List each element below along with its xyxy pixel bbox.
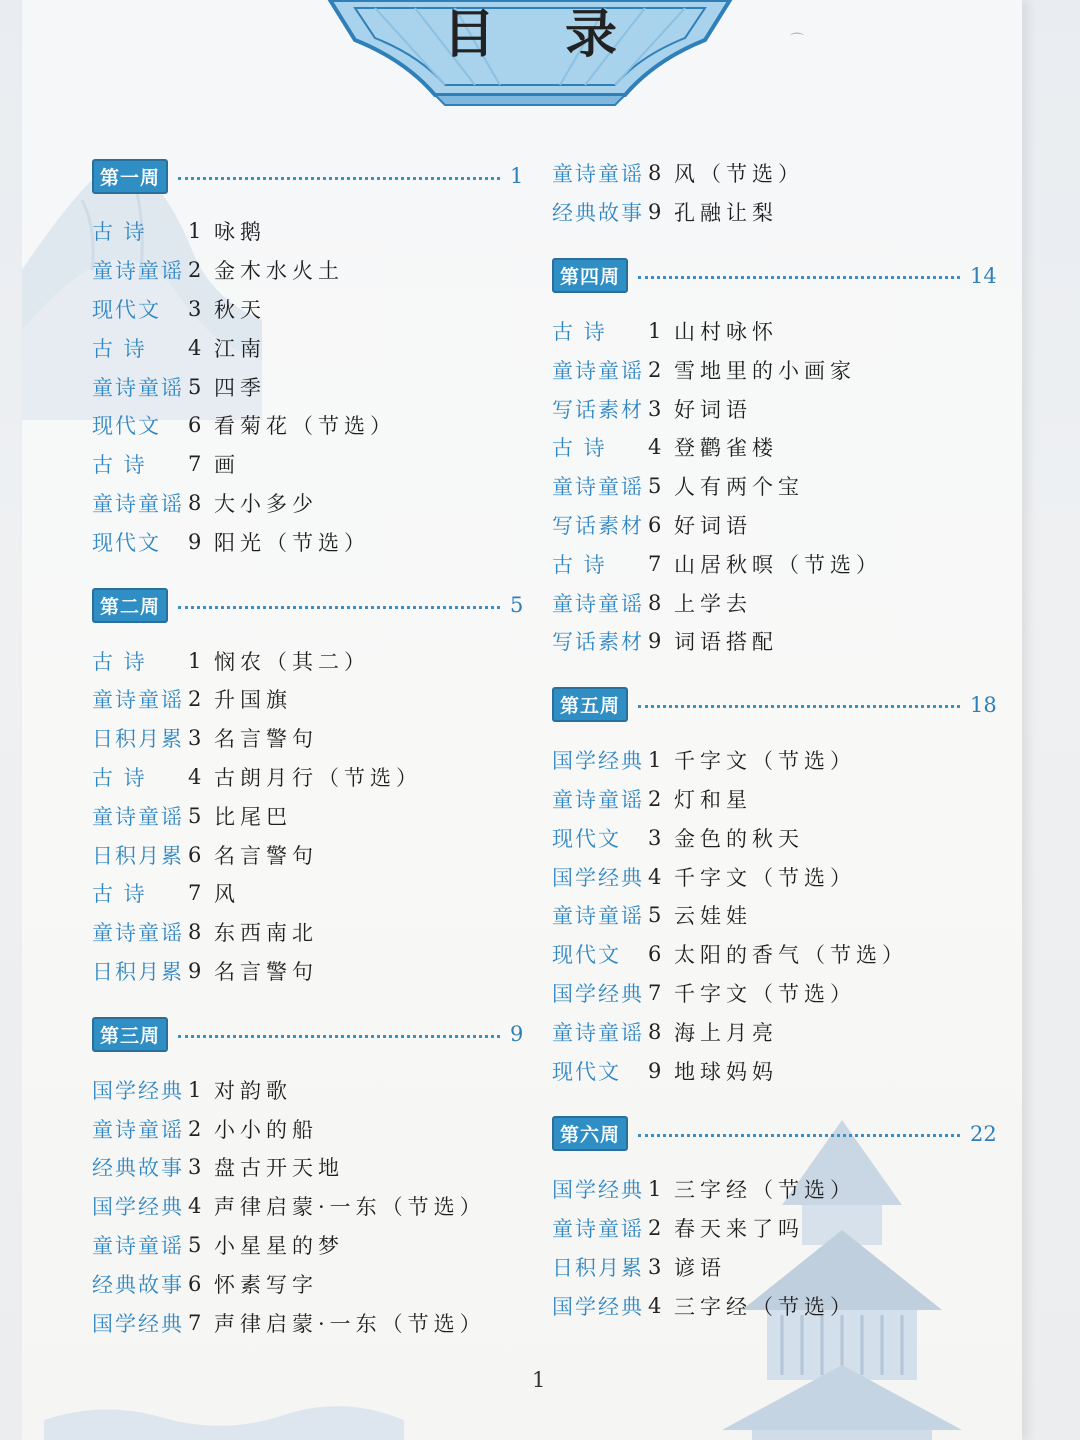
entry-title: 小星星的梦	[214, 1233, 344, 1258]
entry-number: 4	[648, 435, 662, 460]
entry-title: 灯和星	[674, 787, 752, 812]
entry-title: 秋天	[214, 297, 266, 322]
toc-entry[interactable]	[552, 350, 992, 389]
entry-title: 东西南北	[214, 921, 318, 946]
entry-title: 阳光（节选）	[214, 530, 370, 555]
entry-number: 4	[188, 764, 202, 789]
week-header[interactable]	[92, 154, 532, 198]
entry-title: 山村咏怀	[674, 319, 778, 344]
entry-number: 9	[188, 529, 202, 554]
toc-entry[interactable]	[92, 796, 532, 835]
toc-entry[interactable]	[92, 758, 532, 797]
toc-entry[interactable]	[552, 780, 992, 819]
toc-entry[interactable]	[552, 974, 992, 1013]
entry-title: 悯农（其二）	[214, 649, 370, 674]
entry-title: 千字文（节选）	[674, 981, 856, 1006]
entry-category: 古 诗	[92, 220, 147, 245]
entry-number: 6	[188, 413, 202, 438]
toc-entry[interactable]	[92, 719, 532, 758]
toc-entry[interactable]	[92, 445, 532, 484]
entry-category: 经典故事	[92, 1272, 184, 1297]
entry-title: 升国旗	[214, 688, 292, 713]
toc-entry[interactable]	[92, 290, 532, 329]
week-page-number: 22	[970, 1121, 997, 1146]
bird-icon: ⌒	[790, 33, 804, 49]
entry-category: 现代文	[92, 297, 161, 322]
entry-title: 对韵歌	[214, 1078, 292, 1103]
entry-number: 8	[188, 490, 202, 515]
entry-title: 声律启蒙·一东（节选）	[214, 1311, 486, 1336]
entry-number: 3	[188, 1155, 202, 1180]
entry-number: 7	[648, 551, 662, 576]
entry-number: 6	[648, 512, 662, 537]
entry-number: 6	[188, 1271, 202, 1296]
entry-category: 写话素材	[552, 513, 644, 538]
entry-title: 江南	[214, 336, 266, 361]
entry-title: 小小的船	[214, 1117, 318, 1142]
leader-dots	[178, 177, 500, 180]
week-entries	[552, 1170, 992, 1325]
entry-title: 千字文（节选）	[674, 865, 856, 890]
entry-category: 现代文	[552, 826, 621, 851]
week-entries	[552, 741, 992, 1090]
toc-entry[interactable]	[92, 874, 532, 913]
entry-category: 古 诗	[552, 319, 607, 344]
toc-entry[interactable]	[92, 367, 532, 406]
entry-category: 古 诗	[92, 882, 147, 907]
entry-number: 8	[648, 590, 662, 615]
toc-entry[interactable]	[92, 1187, 532, 1226]
entry-title: 声律启蒙·一东（节选）	[214, 1195, 486, 1220]
entry-number: 5	[648, 474, 662, 499]
entry-category: 日积月累	[92, 843, 184, 868]
entry-number: 5	[648, 903, 662, 928]
toc-entry[interactable]	[552, 1170, 992, 1209]
entry-title: 上学去	[674, 591, 752, 616]
entry-category: 童诗童谣	[92, 688, 184, 713]
entry-title: 盘古开天地	[214, 1156, 344, 1181]
entry-title: 登鹳雀楼	[674, 436, 778, 461]
toc-entry[interactable]	[92, 835, 532, 874]
toc-entry[interactable]	[552, 622, 992, 661]
entry-number: 7	[188, 881, 202, 906]
toc-entry[interactable]	[92, 1264, 532, 1303]
entry-number: 1	[188, 648, 202, 673]
week-page-number: 9	[510, 1022, 524, 1047]
entry-title: 人有两个宝	[674, 475, 804, 500]
entry-category: 童诗童谣	[552, 904, 644, 929]
leader-dots	[638, 705, 960, 708]
week-header[interactable]	[552, 1112, 997, 1156]
toc-entry[interactable]	[552, 467, 992, 506]
toc-entry[interactable]	[92, 1303, 532, 1342]
entry-title: 三字经（节选）	[674, 1178, 856, 1203]
entry-number: 5	[188, 374, 202, 399]
entry-title: 风（节选）	[674, 162, 804, 187]
entry-category: 童诗童谣	[552, 591, 644, 616]
entry-title: 金木水火土	[214, 259, 344, 284]
week-header[interactable]	[92, 1012, 532, 1056]
entry-number: 6	[188, 842, 202, 867]
entry-category: 童诗童谣	[92, 375, 184, 400]
week-entries	[92, 212, 532, 561]
entry-title: 名言警句	[214, 727, 318, 752]
entry-number: 2	[188, 687, 202, 712]
entry-number: 7	[188, 1310, 202, 1335]
week-page-number: 14	[970, 263, 997, 288]
entry-category: 日积月累	[552, 1255, 644, 1280]
toc-entry[interactable]	[92, 522, 532, 561]
entry-category: 古 诗	[92, 336, 147, 361]
entry-number: 9	[648, 629, 662, 654]
entry-category: 古 诗	[92, 649, 147, 674]
entry-number: 2	[188, 258, 202, 283]
entry-number: 1	[188, 1077, 202, 1102]
entry-title: 画	[214, 453, 240, 478]
entry-title: 千字文（节选）	[674, 749, 856, 774]
toc-entry[interactable]	[552, 1286, 992, 1325]
entry-category: 古 诗	[552, 552, 607, 577]
entry-category: 国学经典	[552, 1178, 644, 1203]
entry-title: 三字经（节选）	[674, 1294, 856, 1319]
toc-entry[interactable]	[92, 913, 532, 952]
entry-number: 4	[648, 864, 662, 889]
entry-category: 国学经典	[552, 865, 644, 890]
week-page-number: 1	[510, 164, 524, 188]
entry-number: 2	[648, 357, 662, 382]
week-page-number: 18	[970, 692, 997, 717]
week-label: 第六周	[552, 1116, 628, 1151]
entry-title: 云娃娃	[674, 904, 752, 929]
entry-number: 4	[648, 1293, 662, 1318]
toc-entry[interactable]	[552, 818, 992, 857]
entry-title: 春天来了吗	[674, 1217, 804, 1242]
entry-number: 1	[648, 1177, 662, 1202]
entry-number: 1	[188, 219, 202, 244]
week-label: 第四周	[552, 258, 628, 293]
entry-title: 海上月亮	[674, 1020, 778, 1045]
toc-entry[interactable]	[552, 896, 992, 935]
page-number: 1	[532, 1368, 546, 1392]
entry-category: 写话素材	[552, 397, 644, 422]
entry-number: 3	[648, 396, 662, 421]
entry-title: 词语搭配	[674, 630, 778, 655]
week-entries	[92, 641, 532, 990]
toc-entry[interactable]	[92, 212, 532, 251]
toc-entry[interactable]	[552, 583, 992, 622]
leader-dots	[178, 606, 500, 609]
week-label: 第五周	[552, 687, 628, 722]
entry-category: 童诗童谣	[552, 162, 644, 187]
toc-entry[interactable]	[92, 328, 532, 367]
entry-number: 9	[188, 958, 202, 983]
entry-category: 古 诗	[92, 765, 147, 790]
toc-column-right	[552, 154, 997, 1325]
toc-entry[interactable]	[552, 1248, 992, 1287]
leader-dots	[178, 1035, 500, 1038]
entry-category: 童诗童谣	[92, 804, 184, 829]
toc-entry[interactable]	[92, 680, 532, 719]
entry-number: 3	[188, 726, 202, 751]
entry-category: 童诗童谣	[552, 1217, 644, 1242]
toc-entry[interactable]	[552, 544, 992, 583]
entry-category: 现代文	[552, 943, 621, 968]
entry-number: 7	[188, 452, 202, 477]
entry-category: 童诗童谣	[92, 259, 184, 284]
week-label: 第三周	[92, 1017, 168, 1052]
entry-number: 5	[188, 803, 202, 828]
entry-category: 现代文	[552, 1059, 621, 1084]
week-entries-continued	[552, 154, 992, 232]
entry-title: 谚语	[674, 1255, 726, 1280]
entry-title: 山居秋暝（节选）	[674, 552, 882, 577]
toc-entry[interactable]	[552, 312, 992, 351]
toc-entry[interactable]	[92, 641, 532, 680]
toc-entry[interactable]	[92, 1109, 532, 1148]
entry-title: 咏鹅	[214, 220, 266, 245]
toc-entry[interactable]	[92, 952, 532, 991]
entry-title: 大小多少	[214, 491, 318, 516]
toc-entry[interactable]	[552, 935, 992, 974]
leader-dots	[638, 276, 960, 279]
entry-title: 地球妈妈	[674, 1059, 778, 1084]
entry-number: 8	[648, 1019, 662, 1044]
entry-number: 3	[648, 825, 662, 850]
entry-category: 童诗童谣	[92, 1117, 184, 1142]
entry-title: 四季	[214, 375, 266, 400]
entry-title: 看菊花（节选）	[214, 414, 396, 439]
entry-category: 童诗童谣	[92, 1233, 184, 1258]
entry-category: 国学经典	[552, 1294, 644, 1319]
toc-entry[interactable]	[552, 857, 992, 896]
toc-entry[interactable]	[552, 154, 992, 193]
entry-category: 童诗童谣	[552, 475, 644, 500]
week-page-number: 5	[510, 593, 524, 618]
leader-dots	[638, 1134, 960, 1137]
entry-category: 日积月累	[92, 727, 184, 752]
entry-category: 国学经典	[92, 1195, 184, 1220]
entry-category: 童诗童谣	[552, 358, 644, 383]
entry-category: 古 诗	[92, 453, 147, 478]
week-header[interactable]	[92, 583, 532, 627]
entry-category: 童诗童谣	[552, 1020, 644, 1045]
entry-number: 5	[188, 1232, 202, 1257]
entry-category: 写话素材	[552, 630, 644, 655]
entry-title: 好词语	[674, 397, 752, 422]
entry-category: 童诗童谣	[92, 491, 184, 516]
toc-entry[interactable]	[552, 193, 992, 232]
toc-entry[interactable]	[552, 741, 992, 780]
week-entries	[92, 1070, 532, 1342]
entry-category: 现代文	[92, 530, 161, 555]
entry-title: 好词语	[674, 513, 752, 538]
entry-number: 8	[188, 920, 202, 945]
toc-entry[interactable]	[92, 1148, 532, 1187]
entry-number: 4	[188, 335, 202, 360]
toc-entry[interactable]	[552, 506, 992, 545]
toc-entry[interactable]	[552, 1209, 992, 1248]
entry-number: 6	[648, 942, 662, 967]
entry-category: 国学经典	[92, 1078, 184, 1103]
entry-number: 9	[648, 200, 662, 225]
toc-entry[interactable]	[92, 1070, 532, 1109]
entry-category: 经典故事	[92, 1156, 184, 1181]
week-entries	[552, 312, 992, 661]
toc-column-left	[92, 154, 532, 1342]
entry-number: 2	[648, 1216, 662, 1241]
page-title: 目录	[442, 4, 687, 65]
entry-title: 古朗月行（节选）	[214, 765, 422, 790]
entry-number: 3	[648, 1254, 662, 1279]
entry-category: 国学经典	[92, 1311, 184, 1336]
entry-title: 名言警句	[214, 959, 318, 984]
toc-entry[interactable]	[552, 389, 992, 428]
entry-category: 国学经典	[552, 749, 644, 774]
entry-number: 8	[648, 161, 662, 186]
entry-category: 古 诗	[552, 436, 607, 461]
entry-category: 经典故事	[552, 201, 644, 226]
entry-number: 1	[648, 748, 662, 773]
entry-title: 金色的秋天	[674, 826, 804, 851]
entry-title: 太阳的香气（节选）	[674, 943, 908, 968]
entry-category: 国学经典	[552, 981, 644, 1006]
week-header[interactable]	[552, 254, 997, 298]
entry-category: 童诗童谣	[552, 787, 644, 812]
toc-entry[interactable]	[92, 1226, 532, 1265]
week-label: 第一周	[92, 159, 168, 194]
entry-category: 现代文	[92, 414, 161, 439]
week-label: 第二周	[92, 588, 168, 623]
entry-number: 1	[648, 318, 662, 343]
entry-title: 比尾巴	[214, 804, 292, 829]
entry-number: 9	[648, 1058, 662, 1083]
toc-entry[interactable]	[552, 428, 992, 467]
entry-number: 3	[188, 296, 202, 321]
toc-entry[interactable]	[552, 1012, 992, 1051]
entry-title: 名言警句	[214, 843, 318, 868]
entry-number: 2	[648, 786, 662, 811]
toc-entry[interactable]	[92, 484, 532, 523]
week-header[interactable]	[552, 683, 997, 727]
entry-category: 日积月累	[92, 959, 184, 984]
toc-entry[interactable]	[552, 1051, 992, 1090]
entry-title: 风	[214, 882, 240, 907]
toc-entry[interactable]	[92, 406, 532, 445]
entry-category: 童诗童谣	[92, 921, 184, 946]
entry-number: 7	[648, 980, 662, 1005]
entry-number: 2	[188, 1116, 202, 1141]
entry-title: 雪地里的小画家	[674, 358, 856, 383]
entry-number: 4	[188, 1194, 202, 1219]
toc-entry[interactable]	[92, 251, 532, 290]
entry-title: 怀素写字	[214, 1272, 318, 1297]
entry-title: 孔融让梨	[674, 201, 778, 226]
